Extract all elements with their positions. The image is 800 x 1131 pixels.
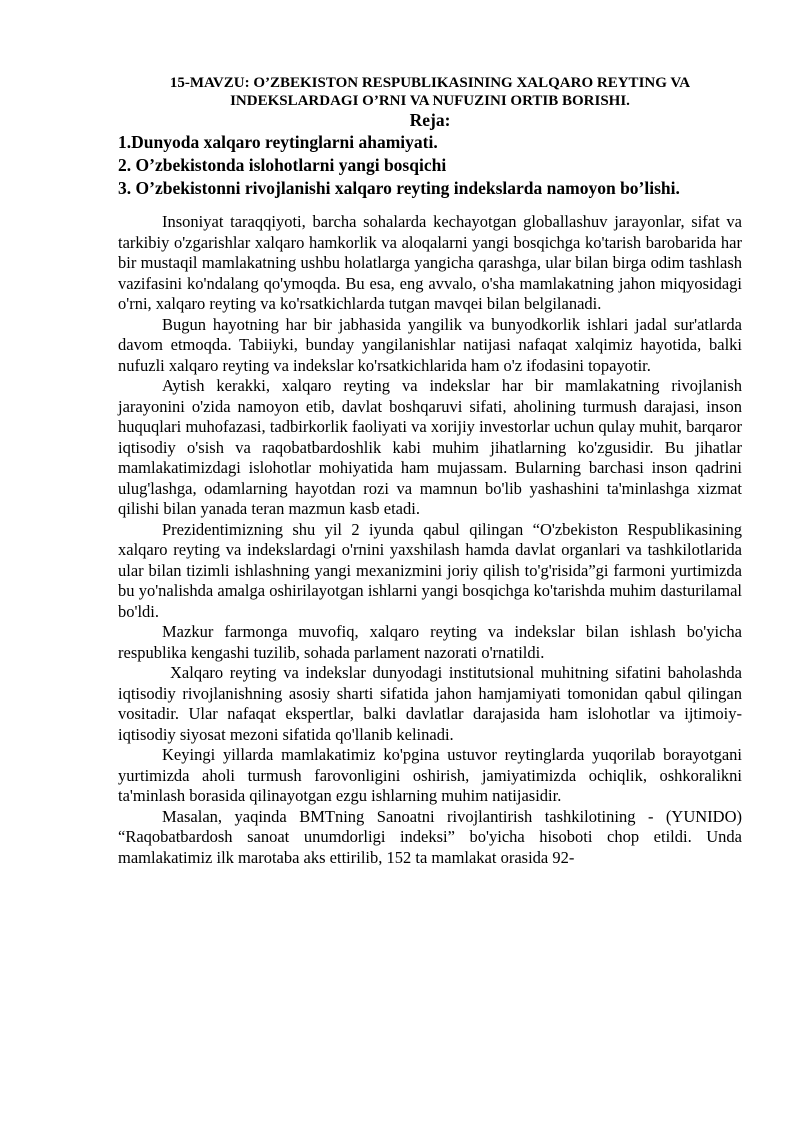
body-paragraph: Bugun hayotning har bir jabhasida yangilik va bunyodkorlik ishlari jadal sur'atlarda davom etmoqda. Tabiiyki, bunday yangilanishlar natijasi nafaqat xalqimiz hayotida, balki nufuzli xalqaro reyting va indekslar ko'rsatkichlarida ham o'z ifodasini topayotir.: [118, 314, 742, 375]
plan-list: [118, 131, 742, 200]
body-paragraph: Masalan, yaqinda BMTning Sanoatni rivojlantirish tashkilotining - (YUNIDO) “Raqobatbardosh sanoat unumdorligi indeksi” bo'yicha hisoboti chop etildi. Unda mamlakatimiz ilk marotaba aks ettirilib, 152 ta mamlakat orasida 92-: [118, 806, 742, 867]
title-line-2: INDEKSLARDAGI O’RNI VA NUFUZINI ORTIB BORISHI.: [230, 93, 630, 109]
plan-item: 1.Dunyoda xalqaro reytinglarni ahamiyati.: [118, 132, 438, 152]
body-paragraph: Insoniyat taraqqiyoti, barcha sohalarda kechayotgan globallashuv jarayonlar, sifat va tarkibiy o'zgarishlar xalqaro hamkorlik va aloqalarni yangi bosqichga ko'tarish barobarida har bir mustaqil mamlakatning ushbu holatlarga yangicha qarashga, ular bilan birga odim tashlash vazifasini ko'ndalang qo'ymoqda. Bu esa, eng avvalo, o'sha mamlakatning jahon miqyosidagi o'rni, xalqaro reyting va ko'rsatkichlarda tutgan mavqei bilan belgilanadi.: [118, 212, 742, 313]
body-paragraph: Prezidentimizning shu yil 2 iyunda qabul qilingan “O'zbekiston Respublikasining xalqaro reyting va indekslardagi o'rnini yaxshilash hamda davlat organlari va tashkilotlarida ular bilan tizimli ishlashning yangi mexanizmini joriy qilish to'g'risida”gi farmoni yurtimizda bu yo'nalishda amalga oshirilayotgan ishlarni yangi bosqichga ko'tarishda muhim dasturilamal bo'ldi.: [118, 519, 742, 621]
document-page: [118, 74, 742, 868]
body-paragraph: Mazkur farmonga muvofiq, xalqaro reyting va indekslar bilan ishlash bo'yicha respublika kengashi tuzilib, sohada parlament nazorati o'rnatildi.: [118, 622, 742, 662]
plan-item: 2. O’zbekistonda islohotlarni yangi bosqichi: [118, 155, 447, 175]
title-line-1: 15-MAVZU: O’ZBEKISTON RESPUBLIKASINING XALQARO REYTING VA: [169, 75, 691, 91]
plan-heading: Reja:: [409, 110, 451, 130]
document-title: [118, 74, 742, 110]
body-paragraph: Xalqaro reyting va indekslar dunyodagi institutsional muhitning sifatini baholashda iqtisodiy rivojlanishning asosiy sharti sifatida jahon hamjamiyati tomonidan qabul qilingan vositadir. Ular nafaqat ekspertlar, balki davlatlar darajasida ham islohotlar va ijtimoiy-iqtisodiy siyosat mezoni sifatida qo'llanib kelinadi.: [118, 663, 742, 744]
body-paragraph: Aytish kerakki, xalqaro reyting va indekslar har bir mamlakatning rivojlanish jarayonini o'zida namoyon etib, davlat boshqaruvi sifati, aholining turmush darajasi, inson huquqlari muhofazasi, tadbirkorlik faoliyati va xorijiy investorlar uchun qulay muhit, barqaror iqtisodiy o'sish va raqobatbardoshlik kabi muhim jihatlarning ko'zgusidir. Bu jihatlar mamlakatimizdagi islohotlar mohiyatida ham mujassam. Bularning barchasi inson qadrini ulug'lashga, odamlarning hayotdan rozi va mamnun bo'lib yashashini ta'minlashga xizmat qilishi bilan yanada teran mazmun kasb etadi.: [118, 376, 742, 518]
body-paragraph: Keyingi yillarda mamlakatimiz ko'pgina ustuvor reytinglarda yuqorilab borayotgani yurtimizda aholi turmush farovonligini oshirish, jamiyatimizda ochiqlik, oshkoralikni ta'minlash borasida qilinayotgan ezgu ishlarning muhim natijasidir.: [118, 745, 742, 805]
plan-item: 3. O’zbekistonni rivojlanishi xalqaro reyting indekslarda namoyon bo’lishi.: [118, 178, 680, 198]
